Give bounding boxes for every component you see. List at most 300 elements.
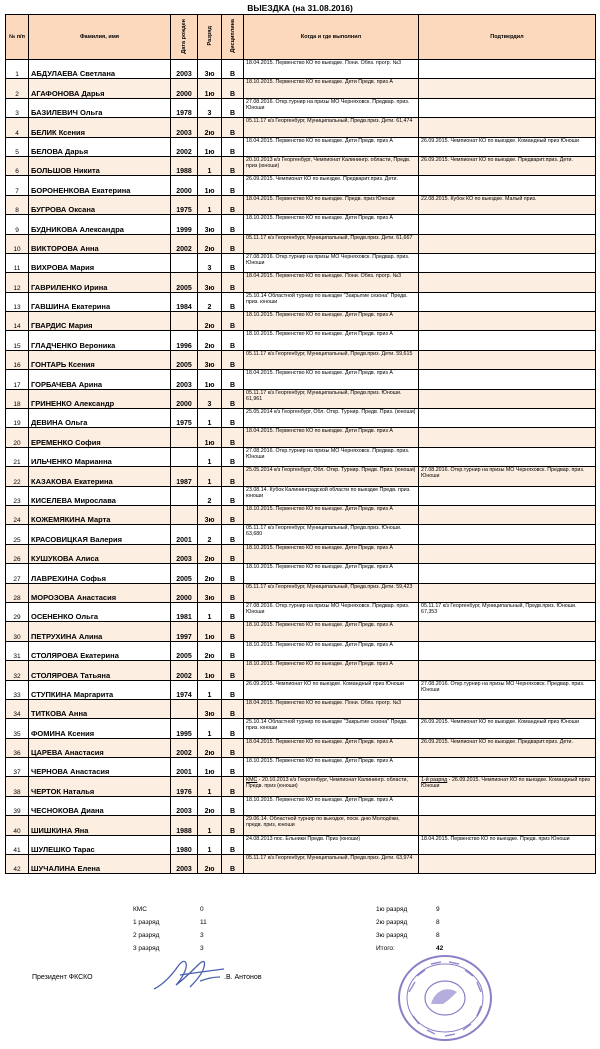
table-row bbox=[6, 137, 596, 156]
confirmed bbox=[419, 234, 596, 253]
signature-image bbox=[150, 955, 230, 995]
discipline: В bbox=[222, 777, 244, 796]
confirmed: 18.04.2015. Первенство КО по выездке. Предв. приз Юноши bbox=[419, 835, 596, 854]
birth-year: 2000 bbox=[171, 79, 198, 98]
confirmed bbox=[419, 758, 596, 777]
birth-year: 2002 bbox=[171, 234, 198, 253]
athlete-name: ЧЕСНОКОВА Диана bbox=[29, 796, 171, 815]
confirmed bbox=[419, 292, 596, 311]
table-row bbox=[6, 370, 596, 389]
row-number: 35 bbox=[6, 719, 29, 738]
table-row bbox=[6, 389, 596, 408]
row-number: 10 bbox=[6, 234, 29, 253]
discipline: В bbox=[222, 758, 244, 777]
stat-value: 9 bbox=[436, 906, 440, 913]
rank: 3ю bbox=[198, 273, 222, 292]
row-number: 39 bbox=[6, 796, 29, 815]
athlete-name: ГРИНЕНКО Александр bbox=[29, 389, 171, 408]
rank: 1 bbox=[198, 195, 222, 214]
row-number: 18 bbox=[6, 389, 29, 408]
where-achieved: 23.08.14. Кубок Калининградской области по выездке Предв. приз. юноши bbox=[244, 486, 419, 505]
discipline: В bbox=[222, 835, 244, 854]
confirmed: 05.11.17 к/з Георгенбург, Муниципальный, Предв.приз. Юноши. 67,353 bbox=[419, 602, 596, 621]
rank: 3ю bbox=[198, 583, 222, 602]
athlete-name: АГАФОНОВА Дарья bbox=[29, 79, 171, 98]
confirmed: 26.09.2015. Чемпионат КО по выездке. Командный приз Юноши bbox=[419, 137, 596, 156]
where-achieved: 18.10.2015. Первенство КО по выездке. Дети Предв. приз А bbox=[244, 79, 419, 98]
rank: 1 bbox=[198, 777, 222, 796]
confirmed bbox=[419, 855, 596, 874]
stat-value: 0 bbox=[200, 906, 204, 913]
header-birth: Дата рожден bbox=[171, 15, 198, 60]
row-number: 22 bbox=[6, 467, 29, 486]
rank: 3 bbox=[198, 98, 222, 117]
birth-year: 2005 bbox=[171, 641, 198, 660]
row-number: 31 bbox=[6, 641, 29, 660]
confirmed bbox=[419, 622, 596, 641]
birth-year: 2003 bbox=[171, 60, 198, 79]
discipline: В bbox=[222, 215, 244, 234]
confirmed bbox=[419, 253, 596, 272]
confirmed bbox=[419, 176, 596, 195]
athlete-name: ГОРБАЧЕВА Арина bbox=[29, 370, 171, 389]
birth-year bbox=[171, 699, 198, 718]
discipline: В bbox=[222, 467, 244, 486]
where-achieved: 25.10.14 Областной турнир по выездке "Закрытие сезона" Предв. приз. юноши bbox=[244, 292, 419, 311]
where-achieved: 18.04.2015. Первенство КО по выездке. Дети Предв. приз А bbox=[244, 738, 419, 757]
discipline: В bbox=[222, 796, 244, 815]
where-achieved: 18.04.2015. Первенство КО по выездке. Дети Предв. приз А bbox=[244, 137, 419, 156]
discipline: В bbox=[222, 428, 244, 447]
discipline: В bbox=[222, 118, 244, 137]
rank: 1 bbox=[198, 156, 222, 175]
stat-label: 2 разряд bbox=[133, 932, 160, 939]
row-number: 38 bbox=[6, 777, 29, 796]
confirmed bbox=[419, 505, 596, 524]
birth-year: 2005 bbox=[171, 273, 198, 292]
birth-year bbox=[171, 486, 198, 505]
rank: 1ю bbox=[198, 176, 222, 195]
birth-year: 2000 bbox=[171, 389, 198, 408]
rank: 1 bbox=[198, 680, 222, 699]
table-row bbox=[6, 312, 596, 331]
where-achieved: 18.10.2015. Первенство КО по выездке. Дети Предв. приз А bbox=[244, 758, 419, 777]
rank: 3ю bbox=[198, 60, 222, 79]
where-achieved: 29.06.14. Областной турнир по выездке, посв. дню Молодёжи, предв. приз, юноши bbox=[244, 816, 419, 835]
birth-year: 2003 bbox=[171, 544, 198, 563]
confirmed bbox=[419, 661, 596, 680]
row-number: 11 bbox=[6, 253, 29, 272]
where-achieved: 18.04.2015. Первенство КО по выездке. Дети Предв. приз А bbox=[244, 370, 419, 389]
rank: 1 bbox=[198, 467, 222, 486]
table-row bbox=[6, 292, 596, 311]
confirmed bbox=[419, 486, 596, 505]
where-achieved: 18.10.2015. Первенство КО по выездке. Дети Предв. приз А bbox=[244, 661, 419, 680]
discipline: В bbox=[222, 98, 244, 117]
birth-year: 2003 bbox=[171, 796, 198, 815]
table-row bbox=[6, 777, 596, 796]
header-name: Фамилия, имя bbox=[29, 15, 171, 60]
birth-year bbox=[171, 428, 198, 447]
where-achieved: 05.11.17 к/з Георгенбург, Муниципальный, Предв.приз. Дети. 61,667 bbox=[244, 234, 419, 253]
rank: 3ю bbox=[198, 505, 222, 524]
birth-year: 1996 bbox=[171, 331, 198, 350]
birth-year: 2002 bbox=[171, 738, 198, 757]
birth-year: 1978 bbox=[171, 98, 198, 117]
rank: 3ю bbox=[198, 350, 222, 369]
stat-label: 3ю разряд bbox=[376, 932, 408, 939]
rank: 2ю bbox=[198, 641, 222, 660]
row-number: 6 bbox=[6, 156, 29, 175]
table-row bbox=[6, 680, 596, 699]
birth-year bbox=[171, 312, 198, 331]
confirmed: 27.08.2016. Откр.турнир на призы МО Черняховск. Предвар. приз. Юноши bbox=[419, 680, 596, 699]
where-achieved: 20.10.2013 к/з Георгенбург, Чемпионат Калинингр. области, Предв. приз (юноши) bbox=[244, 156, 419, 175]
rank: 3ю bbox=[198, 215, 222, 234]
athlete-name: ГЛАДЧЕНКО Вероника bbox=[29, 331, 171, 350]
where-achieved: 18.10.2015. Первенство КО по выездке. Дети Предв. приз А bbox=[244, 796, 419, 815]
athlete-name: ШУЛЕШКО Тарас bbox=[29, 835, 171, 854]
rank: 3 bbox=[198, 389, 222, 408]
row-number: 37 bbox=[6, 758, 29, 777]
discipline: В bbox=[222, 79, 244, 98]
rank: 1ю bbox=[198, 661, 222, 680]
stat-label: Итого: bbox=[376, 945, 395, 952]
row-number: 17 bbox=[6, 370, 29, 389]
rank: 3ю bbox=[198, 699, 222, 718]
row-number: 28 bbox=[6, 583, 29, 602]
confirmed bbox=[419, 699, 596, 718]
birth-year: 1976 bbox=[171, 777, 198, 796]
discipline: В bbox=[222, 816, 244, 835]
birth-year bbox=[171, 447, 198, 466]
row-number: 41 bbox=[6, 835, 29, 854]
birth-year: 1975 bbox=[171, 195, 198, 214]
row-number: 8 bbox=[6, 195, 29, 214]
discipline: В bbox=[222, 195, 244, 214]
discipline: В bbox=[222, 699, 244, 718]
table-row bbox=[6, 564, 596, 583]
row-number: 1 bbox=[6, 60, 29, 79]
table-row bbox=[6, 661, 596, 680]
confirmed bbox=[419, 389, 596, 408]
rank: 2 bbox=[198, 525, 222, 544]
confirmed bbox=[419, 428, 596, 447]
birth-year: 2000 bbox=[171, 583, 198, 602]
athlete-name: ПЕТРУХИНА Алина bbox=[29, 622, 171, 641]
athlete-name: ЧЕРНОВА Анастасия bbox=[29, 758, 171, 777]
athlete-name: ШУЧАЛИНА Елена bbox=[29, 855, 171, 874]
confirmed bbox=[419, 525, 596, 544]
table-row bbox=[6, 98, 596, 117]
confirmed bbox=[419, 215, 596, 234]
table-row bbox=[6, 331, 596, 350]
discipline: В bbox=[222, 60, 244, 79]
confirmed bbox=[419, 816, 596, 835]
where-achieved: 18.10.2015. Первенство КО по выездке. Дети Предв. приз А bbox=[244, 505, 419, 524]
athlete-name: БУГРОВА Оксана bbox=[29, 195, 171, 214]
discipline: В bbox=[222, 641, 244, 660]
athlete-name: АБДУЛАЕВА Светлана bbox=[29, 60, 171, 79]
table-row bbox=[6, 409, 596, 428]
discipline: В bbox=[222, 680, 244, 699]
table-row bbox=[6, 855, 596, 874]
row-number: 27 bbox=[6, 564, 29, 583]
row-number: 3 bbox=[6, 98, 29, 117]
where-achieved: 18.04.2015. Первенство КО по выездке. Пони. Обяз. прогр. №3 bbox=[244, 273, 419, 292]
athlete-name: ИЛЬЧЕНКО Марианна bbox=[29, 447, 171, 466]
row-number: 7 bbox=[6, 176, 29, 195]
birth-year: 1984 bbox=[171, 292, 198, 311]
rank: 1 bbox=[198, 719, 222, 738]
table-row bbox=[6, 234, 596, 253]
row-number: 19 bbox=[6, 409, 29, 428]
discipline: В bbox=[222, 137, 244, 156]
seal-stamp bbox=[395, 952, 495, 1044]
birth-year: 1988 bbox=[171, 816, 198, 835]
stat-label: 1ю разряд bbox=[376, 906, 408, 913]
athlete-name: ЧЕРТОК Наталья bbox=[29, 777, 171, 796]
stat-value: 3 bbox=[200, 932, 204, 939]
table-row bbox=[6, 195, 596, 214]
rank: 1 bbox=[198, 409, 222, 428]
table-row bbox=[6, 253, 596, 272]
confirmed bbox=[419, 564, 596, 583]
stat-value: 3 bbox=[200, 945, 204, 952]
discipline: В bbox=[222, 447, 244, 466]
discipline: В bbox=[222, 350, 244, 369]
row-number: 9 bbox=[6, 215, 29, 234]
rank: 3 bbox=[198, 253, 222, 272]
confirmed bbox=[419, 312, 596, 331]
table-row bbox=[6, 467, 596, 486]
header-discipline: Дисциплина bbox=[222, 15, 244, 60]
discipline: В bbox=[222, 253, 244, 272]
where-achieved: 05.11.17 к/з Георгенбург, Муниципальный, Предв.приз. Юноши. 63,680 bbox=[244, 525, 419, 544]
row-number: 13 bbox=[6, 292, 29, 311]
header-where: Когда и где выполнил bbox=[244, 15, 419, 60]
row-number: 40 bbox=[6, 816, 29, 835]
rank: 2ю bbox=[198, 855, 222, 874]
birth-year: 2000 bbox=[171, 176, 198, 195]
table-row bbox=[6, 273, 596, 292]
where-achieved: 18.04.2015. Первенство КО по выездке. Пони. Обяз. прогр. №3 bbox=[244, 699, 419, 718]
birth-year: 1999 bbox=[171, 215, 198, 234]
athlete-name: ВИХРОВА Мария bbox=[29, 253, 171, 272]
document-title: ВЫЕЗДКА (на 31.08.2016) bbox=[247, 3, 353, 13]
confirmed bbox=[419, 273, 596, 292]
table-row bbox=[6, 118, 596, 137]
row-number: 20 bbox=[6, 428, 29, 447]
confirmed bbox=[419, 544, 596, 563]
row-number: 12 bbox=[6, 273, 29, 292]
discipline: В bbox=[222, 292, 244, 311]
row-number: 21 bbox=[6, 447, 29, 466]
row-number: 15 bbox=[6, 331, 29, 350]
confirmed: 1-й разряд - 26.09.2015. Чемпионат КО по выездке. Командный приз Юноши bbox=[419, 777, 596, 796]
table-row bbox=[6, 79, 596, 98]
confirmed bbox=[419, 331, 596, 350]
row-number: 33 bbox=[6, 680, 29, 699]
table-row bbox=[6, 544, 596, 563]
athlete-name: БОЛЬШОВ Никита bbox=[29, 156, 171, 175]
where-achieved: 18.10.2015. Первенство КО по выездке. Дети Предв. приз А bbox=[244, 331, 419, 350]
confirmed bbox=[419, 350, 596, 369]
confirmed: 26.09.2015. Чемпионат КО по выездке. Командный приз Юноши bbox=[419, 719, 596, 738]
discipline: В bbox=[222, 622, 244, 641]
where-achieved: 18.10.2015. Первенство КО по выездке. Дети Предв. приз А bbox=[244, 564, 419, 583]
birth-year: 2003 bbox=[171, 855, 198, 874]
stat-value: 11 bbox=[200, 919, 207, 926]
table-row bbox=[6, 758, 596, 777]
discipline: В bbox=[222, 602, 244, 621]
birth-year: 1988 bbox=[171, 156, 198, 175]
rank: 1 bbox=[198, 602, 222, 621]
table-row bbox=[6, 350, 596, 369]
confirmed bbox=[419, 370, 596, 389]
birth-year: 1997 bbox=[171, 622, 198, 641]
rank: 2ю bbox=[198, 796, 222, 815]
table-row bbox=[6, 176, 596, 195]
discipline: В bbox=[222, 719, 244, 738]
where-achieved: 26.09.2015. Чемпионат КО по выездке. Предварит.приз. Дети. bbox=[244, 176, 419, 195]
athlete-name: ДЕВИНА Ольга bbox=[29, 409, 171, 428]
where-achieved: 18.04.2015. Первенство КО по выездке. Предв. приз Юноши bbox=[244, 195, 419, 214]
table-body bbox=[6, 60, 596, 874]
discipline: В bbox=[222, 855, 244, 874]
header-row bbox=[6, 15, 596, 60]
discipline: В bbox=[222, 234, 244, 253]
birth-year: 1980 bbox=[171, 835, 198, 854]
where-achieved: 18.10.2015. Первенство КО по выездке. Дети Предв. приз А bbox=[244, 641, 419, 660]
table-row bbox=[6, 525, 596, 544]
table-row bbox=[6, 428, 596, 447]
confirmed: 26.09.2015. Чемпионат КО по выездке. Предварит.приз. Дети. bbox=[419, 738, 596, 757]
birth-year: 2005 bbox=[171, 564, 198, 583]
where-achieved: 25.05.2014 к/з Георгенбург, Обл. Откр. Турнир. Предв. Приз. (юноши) bbox=[244, 467, 419, 486]
birth-year: 2001 bbox=[171, 525, 198, 544]
confirmed bbox=[419, 583, 596, 602]
rank: 2ю bbox=[198, 331, 222, 350]
rank: 1 bbox=[198, 816, 222, 835]
athlete-name: БАЗИЛЕВИЧ Ольга bbox=[29, 98, 171, 117]
table-row bbox=[6, 447, 596, 466]
where-achieved: КМС - 20.10.2013 к/з Георгенбург, Чемпионат Калинингр. области, Предв. приз (юноши) bbox=[244, 777, 419, 796]
stat-value: 42 bbox=[436, 945, 444, 952]
rank: 1ю bbox=[198, 79, 222, 98]
row-number: 32 bbox=[6, 661, 29, 680]
birth-year: 1981 bbox=[171, 602, 198, 621]
birth-year: 1995 bbox=[171, 719, 198, 738]
president-label: Президент ФКСКО bbox=[32, 974, 93, 981]
confirmed: 26.09.2015. Чемпионат КО по выездке. Предварит.приз. Дети. bbox=[419, 156, 596, 175]
discipline: В bbox=[222, 544, 244, 563]
where-achieved: 27.08.2016. Откр.турнир на призы МО Черняховск. Предвар. приз. Юноши bbox=[244, 253, 419, 272]
athlete-name: БЕЛИК Ксения bbox=[29, 118, 171, 137]
discipline: В bbox=[222, 273, 244, 292]
stat-label: 2ю разряд bbox=[376, 919, 408, 926]
discipline: В bbox=[222, 486, 244, 505]
where-achieved: 25.10.14 Областной турнир по выездке "Закрытие сезона" Предв. приз. юноши bbox=[244, 719, 419, 738]
confirmed bbox=[419, 796, 596, 815]
confirmed: 22.08.2015. Кубок КО по выездке. Малый приз. bbox=[419, 195, 596, 214]
athlete-name: ОСЕНЕНКО Ольга bbox=[29, 602, 171, 621]
confirmed bbox=[419, 98, 596, 117]
discipline: В bbox=[222, 661, 244, 680]
where-achieved: 18.04.2015. Первенство КО по выездке. Дети Предв. приз А bbox=[244, 428, 419, 447]
rank: 2 bbox=[198, 292, 222, 311]
athlete-name: МОРОЗОВА Анастасия bbox=[29, 583, 171, 602]
rank: 2ю bbox=[198, 738, 222, 757]
table-row bbox=[6, 835, 596, 854]
athlete-name: ГАВРИЛЕНКО Ирина bbox=[29, 273, 171, 292]
confirmed bbox=[419, 60, 596, 79]
discipline: В bbox=[222, 389, 244, 408]
where-achieved: 05.11.17 к/з Георгенбург, Муниципальный, Предв.приз. Юноши. 61,961 bbox=[244, 389, 419, 408]
discipline: В bbox=[222, 312, 244, 331]
where-achieved: 18.10.2015. Первенство КО по выездке. Дети Предв. приз А bbox=[244, 312, 419, 331]
confirmed bbox=[419, 447, 596, 466]
athlete-name: ГОНТАРЬ Ксения bbox=[29, 350, 171, 369]
athlete-name: ГАВШИНА Екатерина bbox=[29, 292, 171, 311]
discipline: В bbox=[222, 409, 244, 428]
table-row bbox=[6, 622, 596, 641]
athlete-name: СТУПКИНА Маргарита bbox=[29, 680, 171, 699]
row-number: 26 bbox=[6, 544, 29, 563]
athlete-name: КАЗАКОВА Екатерина bbox=[29, 467, 171, 486]
confirmed bbox=[419, 79, 596, 98]
row-number: 24 bbox=[6, 505, 29, 524]
where-achieved: 26.09.2015. Чемпионат КО по выездке. Командный приз Юноши bbox=[244, 680, 419, 699]
confirmed bbox=[419, 118, 596, 137]
table-row bbox=[6, 156, 596, 175]
stat-label: 1 разряд bbox=[133, 919, 160, 926]
row-number: 42 bbox=[6, 855, 29, 874]
row-number: 5 bbox=[6, 137, 29, 156]
rank: 2ю bbox=[198, 544, 222, 563]
rank: 1ю bbox=[198, 622, 222, 641]
row-number: 23 bbox=[6, 486, 29, 505]
row-number: 4 bbox=[6, 118, 29, 137]
birth-year: 2001 bbox=[171, 758, 198, 777]
row-number: 2 bbox=[6, 79, 29, 98]
rank: 1ю bbox=[198, 370, 222, 389]
stat-label: 3 разряд bbox=[133, 945, 160, 952]
where-achieved: 05.11.17 к/з Георгенбург, Муниципальный, Предв.приз. Дети. 63,974 bbox=[244, 855, 419, 874]
discipline: В bbox=[222, 176, 244, 195]
athlete-name: КОЖЕМЯКИНА Марта bbox=[29, 505, 171, 524]
birth-year: 2002 bbox=[171, 137, 198, 156]
rank: 1 bbox=[198, 835, 222, 854]
athlete-name: БОРОНЕНКОВА Екатерина bbox=[29, 176, 171, 195]
rank: 2ю bbox=[198, 234, 222, 253]
athlete-name: ТИТКОВА Анна bbox=[29, 699, 171, 718]
discipline: В bbox=[222, 505, 244, 524]
stat-label: КМС bbox=[133, 906, 147, 913]
stat-value: 8 bbox=[436, 932, 440, 939]
athlete-name: ЛАВРЕХИНА Софья bbox=[29, 564, 171, 583]
athlete-name: КУШУКОВА Алиса bbox=[29, 544, 171, 563]
discipline: В bbox=[222, 156, 244, 175]
birth-year: 2002 bbox=[171, 661, 198, 680]
where-achieved: 18.04.2015. Первенство КО по выездке. Пони. Обяз. прогр. №3 bbox=[244, 60, 419, 79]
rank: 2ю bbox=[198, 312, 222, 331]
results-table bbox=[5, 14, 596, 874]
table-row bbox=[6, 215, 596, 234]
athlete-name: КИСЕЛЕВА Мирослава bbox=[29, 486, 171, 505]
rank: 2ю bbox=[198, 118, 222, 137]
table-row bbox=[6, 583, 596, 602]
